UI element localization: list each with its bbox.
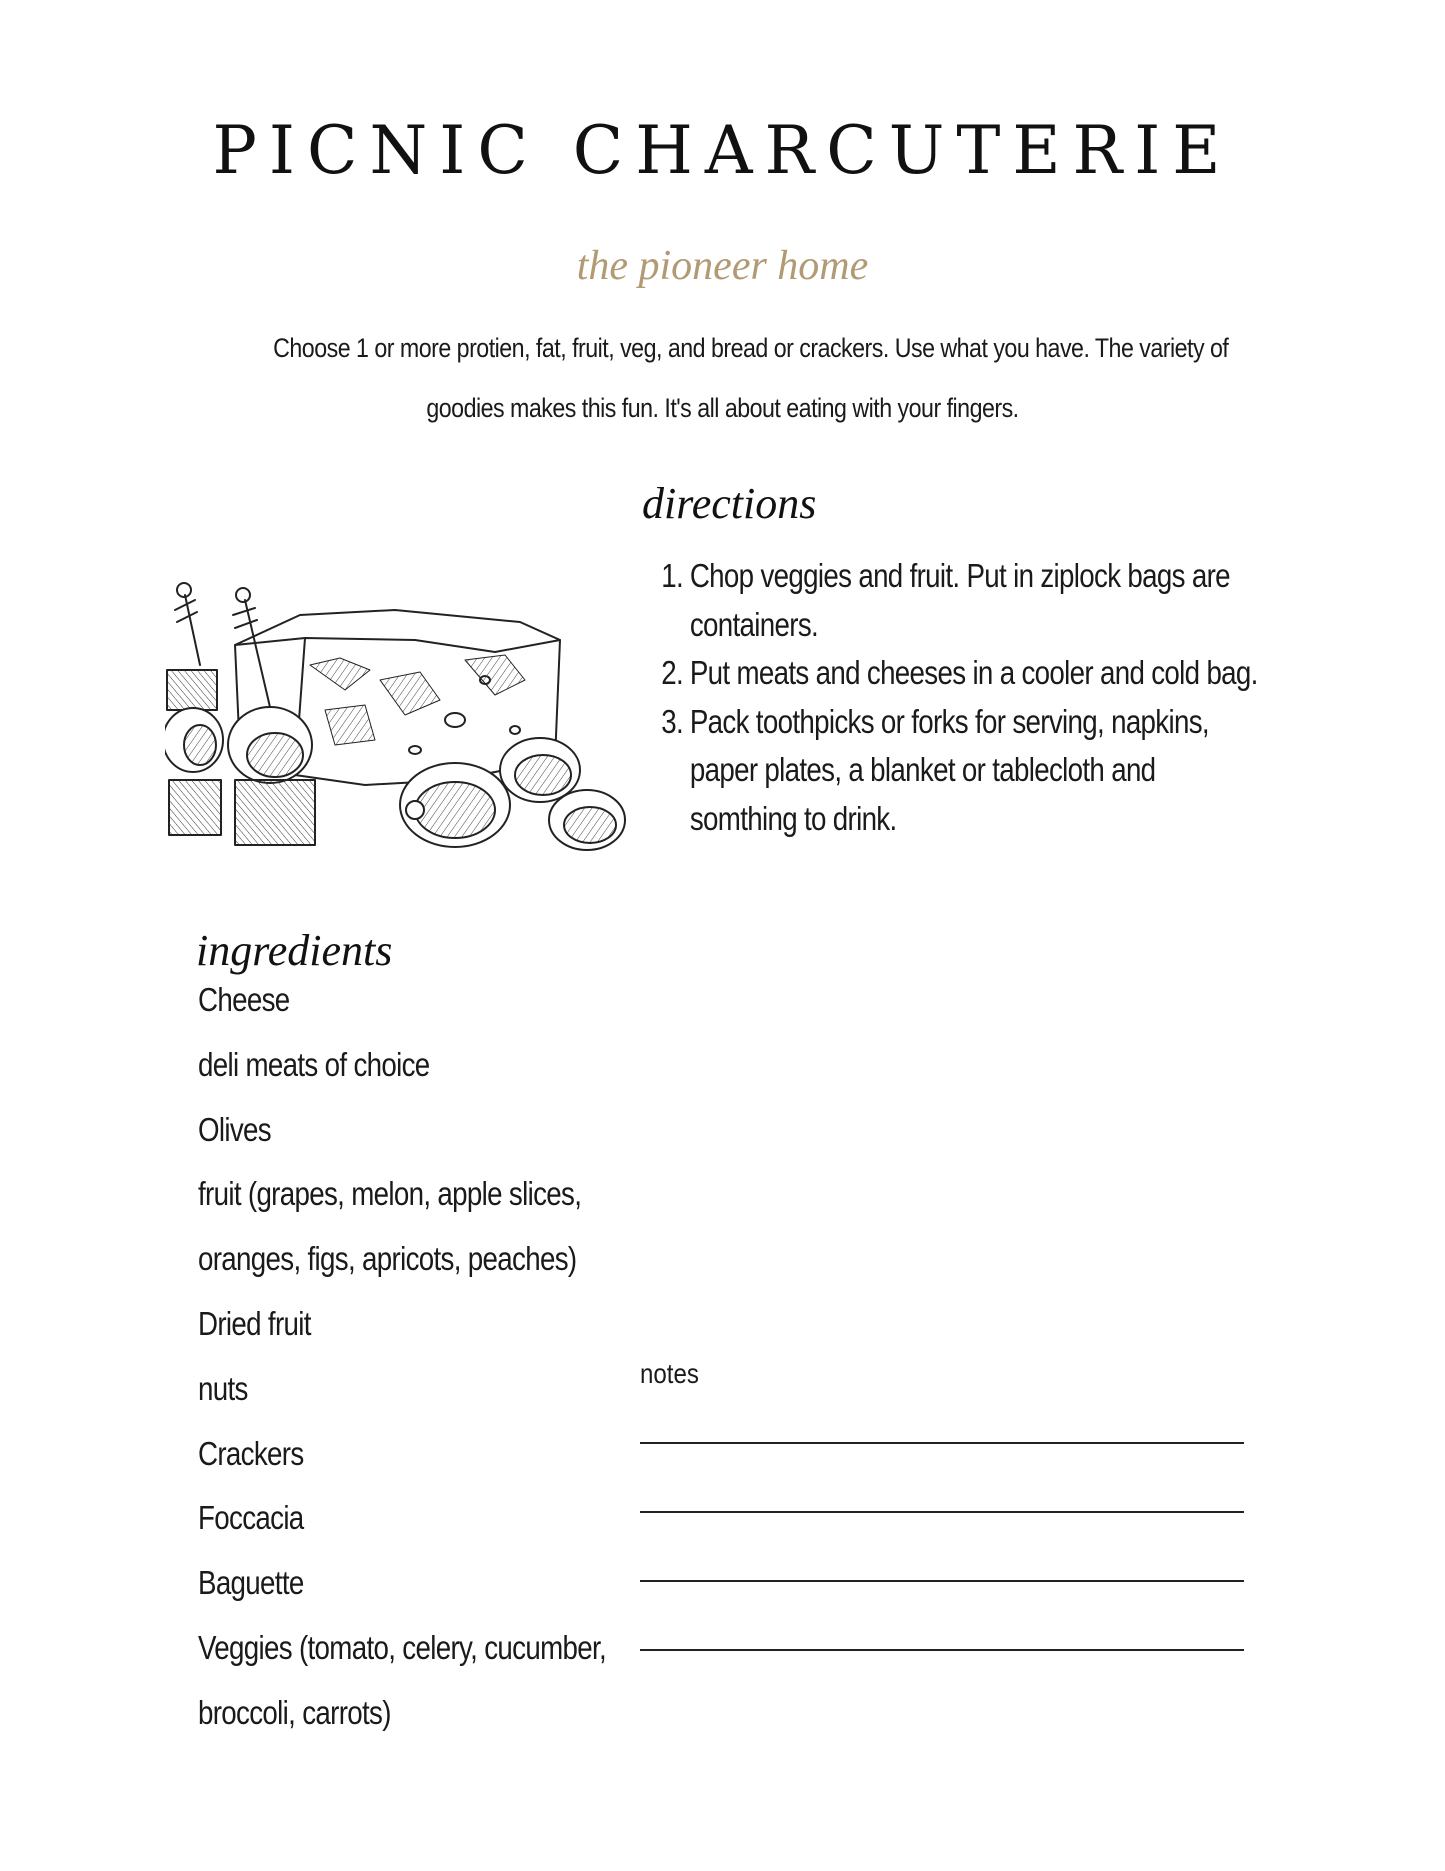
ingredient-item: fruit (grapes, melon, apple slices,: [198, 1175, 582, 1213]
intro-line: goodies makes this fun. It's all about eating with your fingers.: [426, 393, 1019, 423]
ingredient-item: Crackers: [198, 1434, 304, 1472]
step-number: 1.: [661, 557, 684, 594]
step-line: containers.: [689, 605, 819, 643]
ingredient-item: Veggies (tomato, celery, cucumber,: [198, 1628, 607, 1666]
step-line: Chop veggies and fruit. Put in ziplock bags are: [689, 557, 1230, 594]
ingredient-item: Foccacia: [198, 1499, 304, 1537]
ingredient-item: oranges, figs, apricots, peaches): [198, 1240, 577, 1278]
ingredient-item: Dried fruit: [198, 1304, 311, 1342]
directions-heading: directions: [642, 479, 817, 528]
step-number: 2.: [661, 654, 684, 691]
notes-line[interactable]: [640, 1442, 1244, 1444]
skewer-left: [165, 583, 223, 835]
intro-text: [273, 318, 1229, 438]
notes-line[interactable]: [640, 1511, 1244, 1513]
step-line: Pack toothpicks or forks for serving, napkins,: [689, 702, 1209, 740]
charcuterie-illustration: [165, 570, 665, 860]
step-line: paper plates, a blanket or tablecloth and: [689, 751, 1156, 788]
page-title: PICNIC CHARCUTERIE: [212, 112, 1233, 189]
direction-step: [661, 649, 1261, 698]
direction-step: [661, 552, 1261, 649]
ingredients-heading: ingredients: [196, 926, 393, 975]
ingredient-item: nuts: [198, 1369, 248, 1407]
notes-line[interactable]: [640, 1649, 1244, 1651]
notes-line[interactable]: [640, 1580, 1244, 1582]
notes-label: notes: [640, 1358, 699, 1389]
ingredient-item: Cheese: [198, 981, 290, 1018]
direction-step: [661, 698, 1261, 844]
ingredient-item: deli meats of choice: [198, 1045, 430, 1083]
step-line: somthing to drink.: [689, 799, 897, 837]
ingredient-item: broccoli, carrots): [198, 1693, 391, 1731]
step-number: 3.: [661, 702, 684, 740]
ingredients-list: [198, 968, 684, 1746]
directions-list: [661, 552, 1308, 843]
brand-name: the pioneer home: [576, 243, 869, 289]
step-line: Put meats and cheeses in a cooler and cold bag.: [689, 654, 1258, 691]
ingredient-item: Olives: [198, 1110, 271, 1148]
ingredient-item: Baguette: [198, 1564, 304, 1602]
intro-line: Choose 1 or more protien, fat, fruit, veg, and bread or crackers. Use what you have. The variety of: [273, 333, 1229, 363]
